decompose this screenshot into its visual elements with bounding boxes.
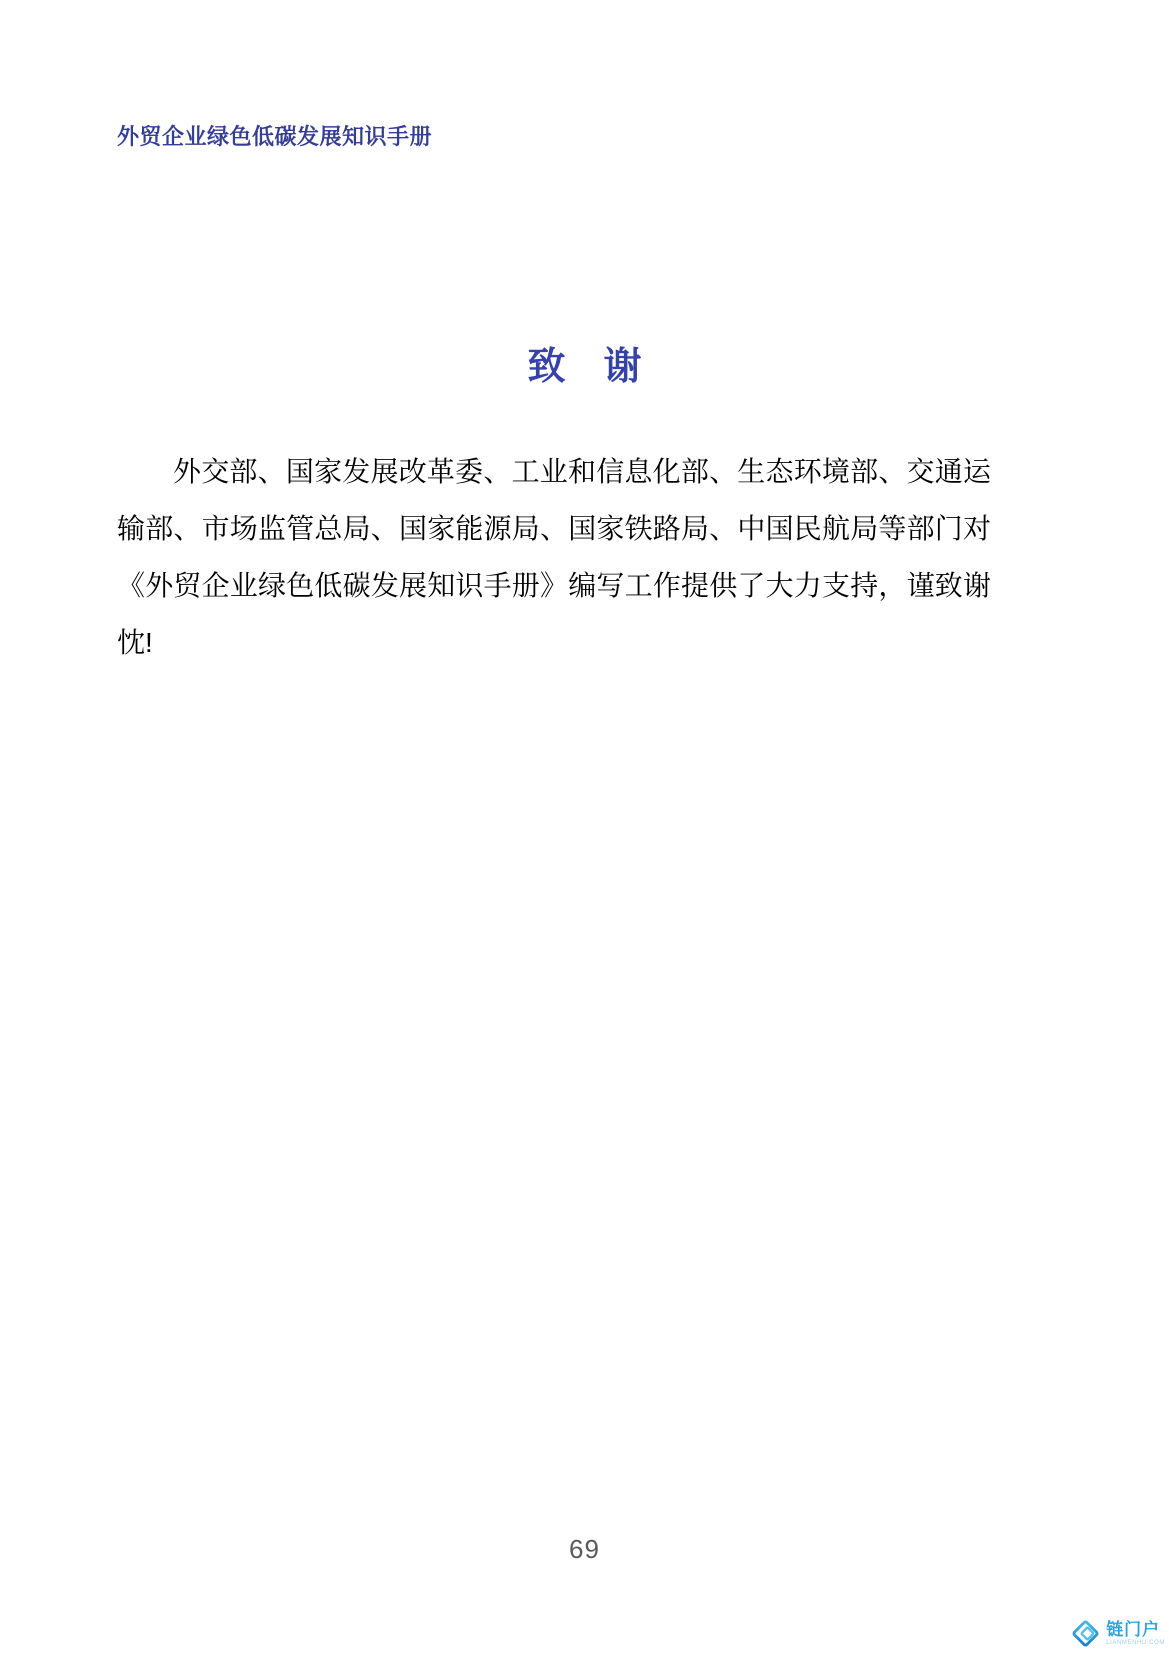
document-header-title: 外贸企业绿色低碳发展知识手册 bbox=[117, 124, 433, 149]
footer-logo-text bbox=[1106, 1621, 1165, 1646]
acknowledgement-paragraph bbox=[117, 443, 991, 671]
paragraph-line: 输部、市场监管总局、国家能源局、国家铁路局、中国民航局等部门对 bbox=[117, 513, 991, 544]
page-title: 致 谢 bbox=[527, 346, 642, 388]
paragraph-line: 外交部、国家发展改革委、工业和信息化部、生态环境部、交通运 bbox=[173, 456, 991, 487]
lianmenhu-logo-icon bbox=[1069, 1617, 1102, 1650]
page-number: 69 bbox=[569, 1534, 600, 1564]
paragraph-line: 忱! bbox=[117, 627, 153, 658]
footer-logo-caption: LIANMENHU.COM bbox=[1106, 1640, 1165, 1646]
footer-logo-name: 链门户 bbox=[1106, 1620, 1161, 1639]
footer-logo bbox=[1069, 1617, 1165, 1650]
paragraph-line: 《外贸企业绿色低碳发展知识手册》编写工作提供了大力支持，谨致谢 bbox=[117, 570, 991, 601]
